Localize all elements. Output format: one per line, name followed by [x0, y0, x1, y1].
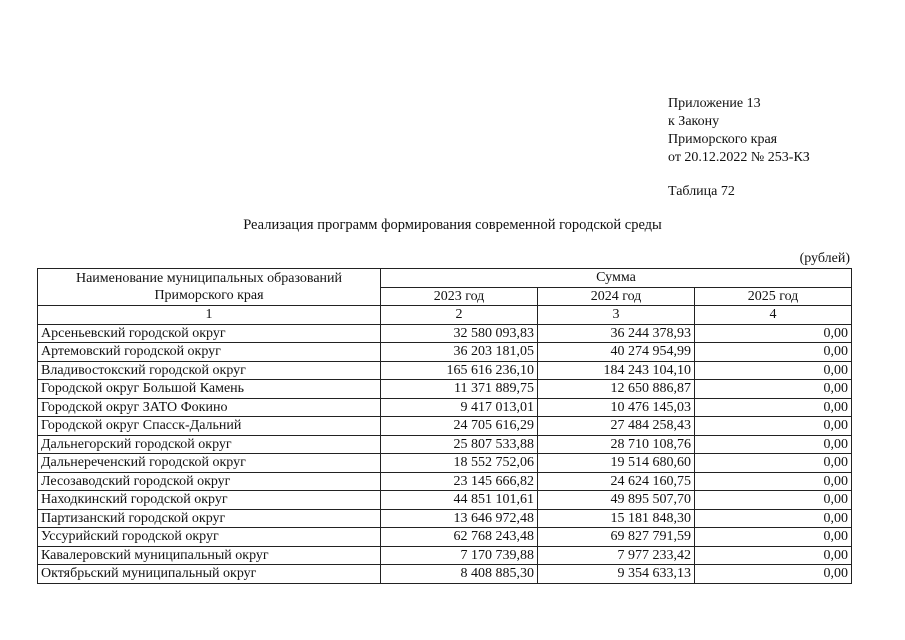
row-value-2025: 0,00: [695, 454, 852, 473]
row-value-2023: 18 552 752,06: [381, 454, 538, 473]
row-municipality: Кавалеровский муниципальный округ: [38, 546, 381, 565]
row-municipality: Артемовский городской округ: [38, 343, 381, 362]
row-municipality: Находкинский городской округ: [38, 491, 381, 510]
row-value-2025: 0,00: [695, 472, 852, 491]
row-value-2024: 15 181 848,30: [538, 509, 695, 528]
row-value-2025: 0,00: [695, 491, 852, 510]
row-value-2023: 36 203 181,05: [381, 343, 538, 362]
row-value-2024: 36 244 378,93: [538, 324, 695, 343]
row-municipality: Дальнереченский городской округ: [38, 454, 381, 473]
row-value-2024: 49 895 507,70: [538, 491, 695, 510]
appendix-line: от 20.12.2022 № 253-КЗ: [668, 150, 810, 165]
row-municipality: Городской округ Спасск-Дальний: [38, 417, 381, 436]
row-value-2025: 0,00: [695, 398, 852, 417]
row-municipality: Лесозаводский городской округ: [38, 472, 381, 491]
table-row: [38, 454, 852, 473]
header-municipality-line2: Приморского края: [154, 288, 264, 303]
row-value-2024: 10 476 145,03: [538, 398, 695, 417]
table-number: Таблица 72: [668, 184, 735, 199]
row-municipality: Партизанский городской округ: [38, 509, 381, 528]
row-value-2024: 9 354 633,13: [538, 565, 695, 584]
row-municipality: Владивостокский городской округ: [38, 361, 381, 380]
header-year-2024: 2024 год: [538, 287, 695, 306]
header-year-2025: 2025 год: [695, 287, 852, 306]
row-value-2024: 12 650 886,87: [538, 380, 695, 399]
table-body: [38, 324, 852, 583]
row-value-2023: 24 705 616,29: [381, 417, 538, 436]
row-value-2023: 11 371 889,75: [381, 380, 538, 399]
row-municipality: Октябрьский муниципальный округ: [38, 565, 381, 584]
column-number: 4: [695, 306, 852, 325]
row-municipality: Городской округ ЗАТО Фокино: [38, 398, 381, 417]
table-row: [38, 472, 852, 491]
header-sum: Сумма: [381, 269, 852, 288]
row-municipality: Арсеньевский городской округ: [38, 324, 381, 343]
row-value-2023: 9 417 013,01: [381, 398, 538, 417]
table-row: [38, 435, 852, 454]
row-value-2025: 0,00: [695, 435, 852, 454]
row-value-2024: 24 624 160,75: [538, 472, 695, 491]
table-row: [38, 528, 852, 547]
row-value-2023: 62 768 243,48: [381, 528, 538, 547]
column-number: 3: [538, 306, 695, 325]
budget-table: [37, 268, 852, 584]
row-value-2024: 69 827 791,59: [538, 528, 695, 547]
row-value-2025: 0,00: [695, 546, 852, 565]
row-value-2025: 0,00: [695, 361, 852, 380]
document-title-wrap: [0, 216, 905, 234]
row-value-2023: 165 616 236,10: [381, 361, 538, 380]
table-row: [38, 565, 852, 584]
row-value-2025: 0,00: [695, 417, 852, 436]
row-value-2025: 0,00: [695, 380, 852, 399]
row-value-2024: 7 977 233,42: [538, 546, 695, 565]
table-row: [38, 343, 852, 362]
row-value-2023: 32 580 093,83: [381, 324, 538, 343]
row-value-2025: 0,00: [695, 509, 852, 528]
row-value-2025: 0,00: [695, 343, 852, 362]
row-value-2024: 19 514 680,60: [538, 454, 695, 473]
row-value-2023: 13 646 972,48: [381, 509, 538, 528]
table-row: [38, 380, 852, 399]
appendix-line: Приложение 13: [668, 96, 761, 111]
appendix-line: к Закону: [668, 114, 720, 129]
table-row: [38, 417, 852, 436]
header-municipality-line1: Наименование муниципальных образований: [75, 271, 343, 286]
header-municipality: [38, 269, 381, 306]
table-row: [38, 509, 852, 528]
appendix-block: [668, 95, 810, 167]
row-value-2023: 25 807 533,88: [381, 435, 538, 454]
row-value-2024: 27 484 258,43: [538, 417, 695, 436]
row-value-2024: 28 710 108,76: [538, 435, 695, 454]
header-year-2023: 2023 год: [381, 287, 538, 306]
row-municipality: Городской округ Большой Камень: [38, 380, 381, 399]
appendix-line: Приморского края: [668, 132, 778, 147]
row-value-2025: 0,00: [695, 528, 852, 547]
row-value-2023: 7 170 739,88: [381, 546, 538, 565]
row-value-2024: 184 243 104,10: [538, 361, 695, 380]
column-number: 2: [381, 306, 538, 325]
row-municipality: Уссурийский городской округ: [38, 528, 381, 547]
row-value-2024: 40 274 954,99: [538, 343, 695, 362]
table-row: [38, 398, 852, 417]
row-value-2023: 23 145 666,82: [381, 472, 538, 491]
row-value-2023: 8 408 885,30: [381, 565, 538, 584]
table-row: [38, 324, 852, 343]
row-value-2023: 44 851 101,61: [381, 491, 538, 510]
table-row: [38, 361, 852, 380]
column-number: 1: [38, 306, 381, 325]
table-row: [38, 546, 852, 565]
document-title: Реализация программ формирования современной городской среды: [243, 217, 662, 233]
row-value-2025: 0,00: [695, 324, 852, 343]
units-label: (рублей): [799, 251, 850, 266]
table-row: [38, 491, 852, 510]
row-value-2025: 0,00: [695, 565, 852, 584]
row-municipality: Дальнегорский городской округ: [38, 435, 381, 454]
